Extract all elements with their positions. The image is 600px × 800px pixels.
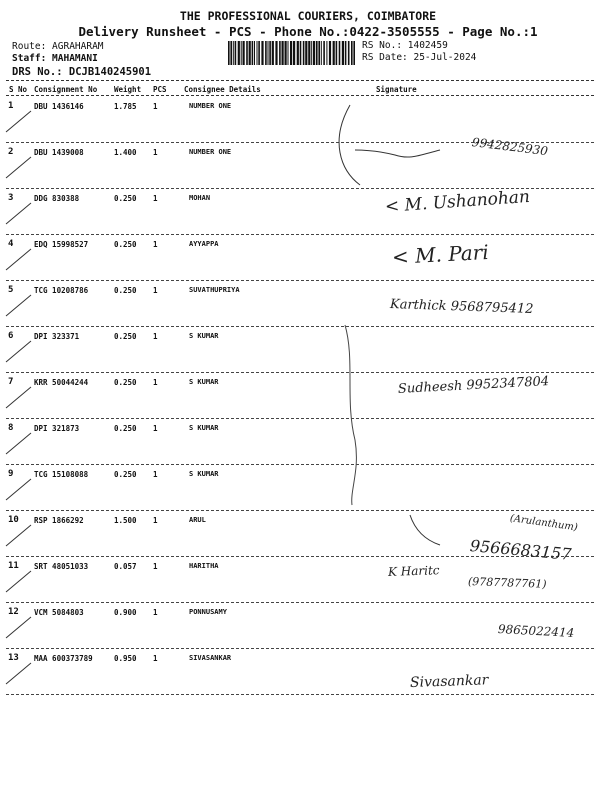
tick-mark-icon (4, 338, 34, 364)
route-label: Route: AGRAHARAM (12, 41, 104, 52)
row-divider (6, 464, 594, 465)
row-divider (6, 648, 594, 649)
consignee-name: S KUMAR (189, 470, 219, 478)
weight-value: 1.400 (114, 148, 137, 157)
consignment-number: KRR 50044244 (34, 378, 89, 387)
rs-number: RS No.: 1402459 (362, 40, 448, 51)
row-sno: 5 (8, 285, 14, 295)
row-sno: 1 (8, 101, 14, 111)
table-row (0, 424, 600, 470)
signature-row-4: < M. Pari (391, 239, 490, 269)
row-divider (6, 372, 594, 373)
header-divider-top (6, 80, 594, 81)
tick-mark-icon (4, 154, 34, 180)
signature-row-7: Sudheesh 9952347804 (397, 374, 550, 397)
row-sno: 9 (8, 469, 14, 479)
consignee-name: HARITHA (189, 562, 219, 570)
row-sno: 13 (8, 653, 19, 663)
tick-mark-icon (4, 522, 34, 548)
consignee-name: S KUMAR (189, 424, 219, 432)
rs-date: RS Date: 25-Jul-2024 (362, 52, 477, 63)
row-sno: 12 (8, 607, 19, 617)
col-header-consignee: Consignee Details (184, 85, 261, 94)
table-row (0, 470, 600, 516)
row-divider (6, 234, 594, 235)
barcode (228, 41, 356, 65)
consignment-number: SRT 48051033 (34, 562, 89, 571)
consignee-name: SIVASANKAR (189, 654, 232, 662)
weight-value: 0.250 (114, 240, 137, 249)
pcs-count: 1 (153, 194, 158, 203)
weight-value: 0.250 (114, 470, 137, 479)
pcs-count: 1 (153, 148, 158, 157)
tick-mark-icon (4, 614, 34, 640)
pcs-count: 1 (153, 240, 158, 249)
pcs-count: 1 (153, 332, 158, 341)
signature-row-10-name: (Arulanthum) (509, 513, 579, 534)
consignment-number: EDQ 15998527 (34, 240, 89, 249)
pcs-count: 1 (153, 654, 158, 663)
consignment-number: DPI 321873 (34, 424, 80, 433)
company-name: THE PROFESSIONAL COURIERS, COIMBATORE (179, 9, 437, 23)
row-sno: 3 (8, 193, 14, 203)
signature-row-11-name: K Haritc (387, 563, 440, 579)
tick-mark-icon (4, 108, 34, 134)
row-divider (6, 510, 594, 511)
row-divider (6, 280, 594, 281)
weight-value: 0.250 (114, 378, 137, 387)
signature-row-13: Sivasankar (409, 672, 489, 691)
row-sno: 8 (8, 423, 14, 433)
table-row (0, 240, 600, 286)
row-sno: 7 (8, 377, 14, 387)
col-header-pcs: PCS (153, 85, 167, 94)
row-divider (6, 694, 594, 695)
consignment-number: DBU 1436146 (34, 102, 84, 111)
row-sno: 10 (8, 515, 19, 525)
weight-value: 0.250 (114, 194, 137, 203)
pcs-count: 1 (153, 286, 158, 295)
signature-row-11-phone: (9787787761) (467, 575, 547, 591)
row-divider (6, 602, 594, 603)
consignment-number: RSP 1866292 (34, 516, 84, 525)
row-sno: 4 (8, 239, 14, 249)
tick-mark-icon (4, 384, 34, 410)
table-row (0, 332, 600, 378)
weight-value: 0.900 (114, 608, 137, 617)
weight-value: 0.250 (114, 424, 137, 433)
consignment-number: TCG 15108088 (34, 470, 89, 479)
weight-value: 0.057 (114, 562, 137, 571)
signature-row-3: < M. Ushanohan (384, 186, 531, 217)
col-header-weight: Weight (114, 85, 142, 94)
signature-row-10-phone: 9566683157 (469, 536, 573, 564)
pcs-count: 1 (153, 608, 158, 617)
row-divider (6, 326, 594, 327)
weight-value: 0.250 (114, 286, 137, 295)
pcs-count: 1 (153, 424, 158, 433)
pcs-count: 1 (153, 516, 158, 525)
tick-mark-icon (4, 292, 34, 318)
weight-value: 1.785 (114, 102, 137, 111)
consignment-number: DDG 830388 (34, 194, 80, 203)
drs-number: DRS No.: DCJB140245901 (12, 66, 152, 78)
pcs-count: 1 (153, 470, 158, 479)
consignee-name: S KUMAR (189, 332, 219, 340)
row-sno: 2 (8, 147, 14, 157)
table-row (0, 654, 600, 700)
row-sno: 6 (8, 331, 14, 341)
consignee-name: AYYAPPA (189, 240, 219, 248)
tick-mark-icon (4, 246, 34, 272)
consignee-name: PONNUSAMY (189, 608, 227, 616)
col-header-consignment: Consignment No (34, 85, 98, 94)
weight-value: 0.950 (114, 654, 137, 663)
consignment-number: DPI 323371 (34, 332, 80, 341)
tick-mark-icon (4, 200, 34, 226)
consignee-name: NUMBER ONE (189, 102, 232, 110)
tick-mark-icon (4, 660, 34, 686)
tick-mark-icon (4, 430, 34, 456)
consignment-number: MAA 600373789 (34, 654, 93, 663)
weight-value: 0.250 (114, 332, 137, 341)
pcs-count: 1 (153, 562, 158, 571)
consignment-number: DBU 1439008 (34, 148, 84, 157)
consignee-name: SUVATHUPRIYA (189, 286, 240, 294)
consignee-name: S KUMAR (189, 378, 219, 386)
signature-row-12: 9865022414 (497, 622, 575, 640)
header-divider-bottom (6, 95, 594, 96)
row-divider (6, 418, 594, 419)
runsheet-title: Delivery Runsheet - PCS - Phone No.:0422-3505555 - Page No.:1 (78, 24, 538, 39)
table-row (0, 148, 600, 194)
consignee-name: MOHAN (189, 194, 211, 202)
tick-mark-icon (4, 568, 34, 594)
pcs-count: 1 (153, 102, 158, 111)
col-header-sno: S No (9, 85, 28, 94)
signature-phone-2: 9942825930 (471, 135, 549, 159)
signature-row-5: Karthick 9568795412 (389, 297, 534, 318)
weight-value: 1.500 (114, 516, 137, 525)
col-header-signature: Signature (376, 85, 417, 94)
pcs-count: 1 (153, 378, 158, 387)
staff-label: Staff: MAHAMANI (12, 53, 98, 64)
consignee-name: ARUL (189, 516, 206, 524)
consignment-number: VCM 5084803 (34, 608, 84, 617)
consignment-number: TCG 10208786 (34, 286, 89, 295)
consignee-name: NUMBER ONE (189, 148, 232, 156)
tick-mark-icon (4, 476, 34, 502)
row-sno: 11 (8, 561, 19, 571)
